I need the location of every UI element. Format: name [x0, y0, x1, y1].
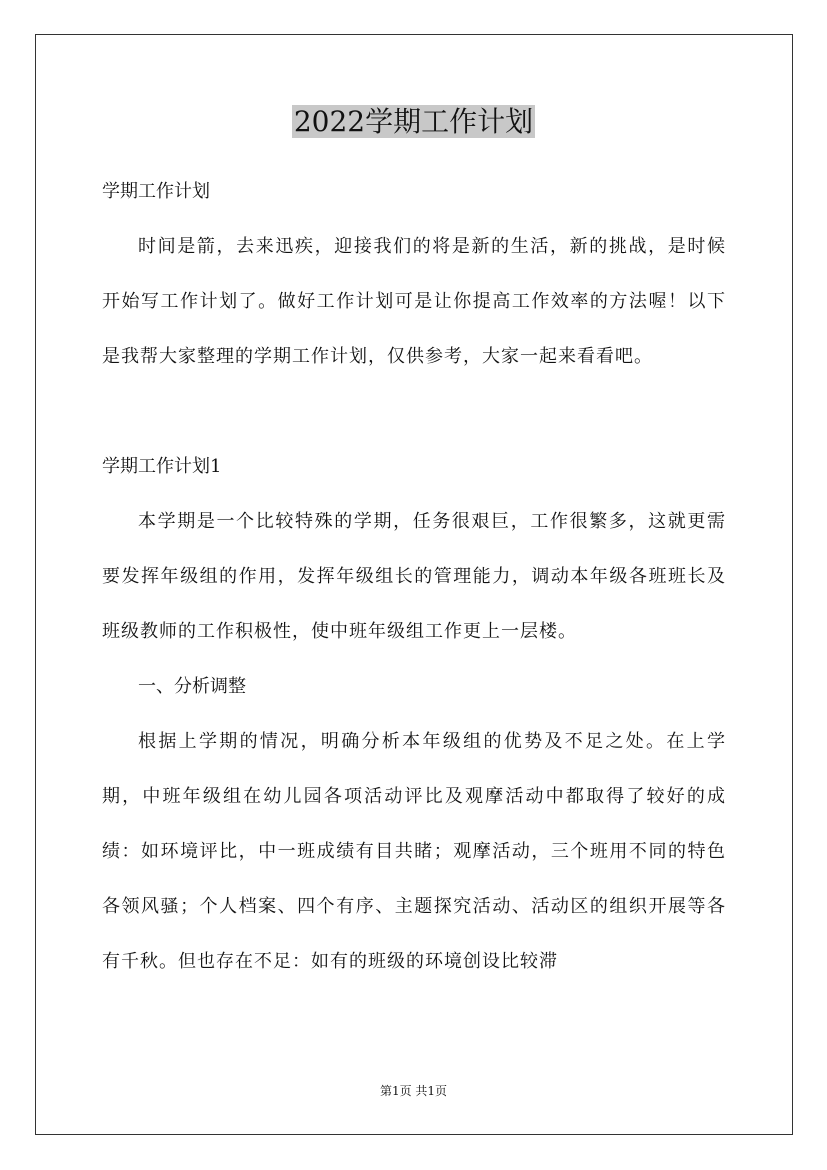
subsection1-paragraph: 根据上学期的情况，明确分析本年级组的优势及不足之处。在上学期，中班年级组在幼儿园各项活动评比及观摩活动中都取得了较好的成绩：如环境评比，中一班成绩有目共睹；观摩活动，三个班用不同的特色各领风骚；个人档案、四个有序、主题探究活动、活动区的组织开展等各有千秋。但也存在不足：如有的班级的环境创设比较滞: [102, 731, 726, 972]
intro-paragraph: 时间是箭，去来迅疾，迎接我们的将是新的生活，新的挑战，是时候开始写工作计划了。做好工作计划可是让你提高工作效率的方法喔！以下是我帮大家整理的学期工作计划，仅供参考，大家一起来看看吧。: [102, 236, 726, 367]
page-footer: 第1页 共1页: [379, 1084, 448, 1098]
document-title-text: 2022学期工作计划: [293, 105, 534, 138]
document-title: [0, 102, 827, 142]
section1-paragraph: 本学期是一个比较特殊的学期，任务很艰巨，工作很繁多，这就更需要发挥年级组的作用，发挥年级组长的管理能力，调动本年级各班班长及班级教师的工作积极性，使中班年级组工作更上一层楼。: [102, 511, 726, 642]
subsection1-heading: 一、分析调整: [138, 676, 246, 697]
intro-heading: 学期工作计划: [102, 181, 210, 202]
document-body: [102, 173, 726, 989]
spacer: [102, 211, 726, 219]
section1-heading: 学期工作计划1: [102, 456, 222, 477]
spacer: [102, 384, 726, 448]
spacer: [102, 486, 726, 494]
